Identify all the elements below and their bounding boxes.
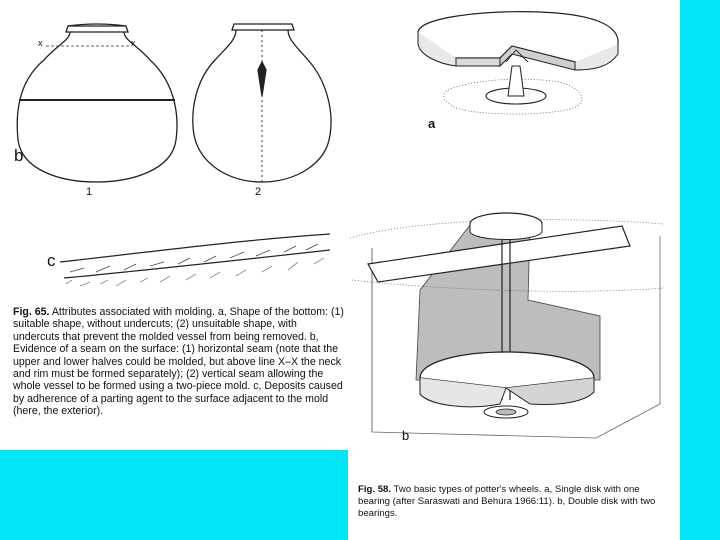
fig65-label-c: c bbox=[47, 251, 56, 270]
fig65-label-1: 1 bbox=[86, 186, 93, 198]
figure65-vessel-2 bbox=[193, 24, 331, 182]
fig65-label-2: 2 bbox=[255, 186, 262, 198]
figure58-wheel-a bbox=[418, 12, 618, 114]
figure65-deposit-sherd bbox=[60, 234, 330, 286]
fig65-label-x-right: x bbox=[131, 38, 136, 48]
fig65-label-x-left: x bbox=[38, 38, 43, 48]
figure65-caption-title: Fig. 65. bbox=[13, 306, 50, 318]
figure65-caption bbox=[13, 306, 345, 418]
fig65-label-b: b bbox=[14, 146, 24, 165]
figure65-caption-body: Attributes associated with molding. a, Shape of the bottom: (1) suitable shape, without undercuts; (2) unsuitable shape, with undercuts that prevent the molded vessel from being removed. b, Evidence of a seam on the surface: (1) horizontal seam (note that the upper and lower halves could be molded, but above line X–X the neck and rim must be formed separately); (2) vertical seam allowing the whole vessel to be formed using a two-piece mold. c, Deposits caused by adherence of a parting agent to the surface adjacent to the mold (here, the exterior). bbox=[13, 306, 344, 418]
figure58-wheel-b bbox=[350, 213, 664, 438]
fig58-label-a: a bbox=[428, 116, 436, 131]
figure58-caption-body: Two basic types of potter's wheels. a, Single disk with one bearing (after Saraswati and Behura 1966:11). b, Double disk with two bearings. bbox=[358, 484, 656, 519]
fig58-label-b: b bbox=[402, 428, 410, 443]
figure58-caption bbox=[358, 484, 658, 520]
figure58-caption-title: Fig. 58. bbox=[358, 484, 392, 495]
